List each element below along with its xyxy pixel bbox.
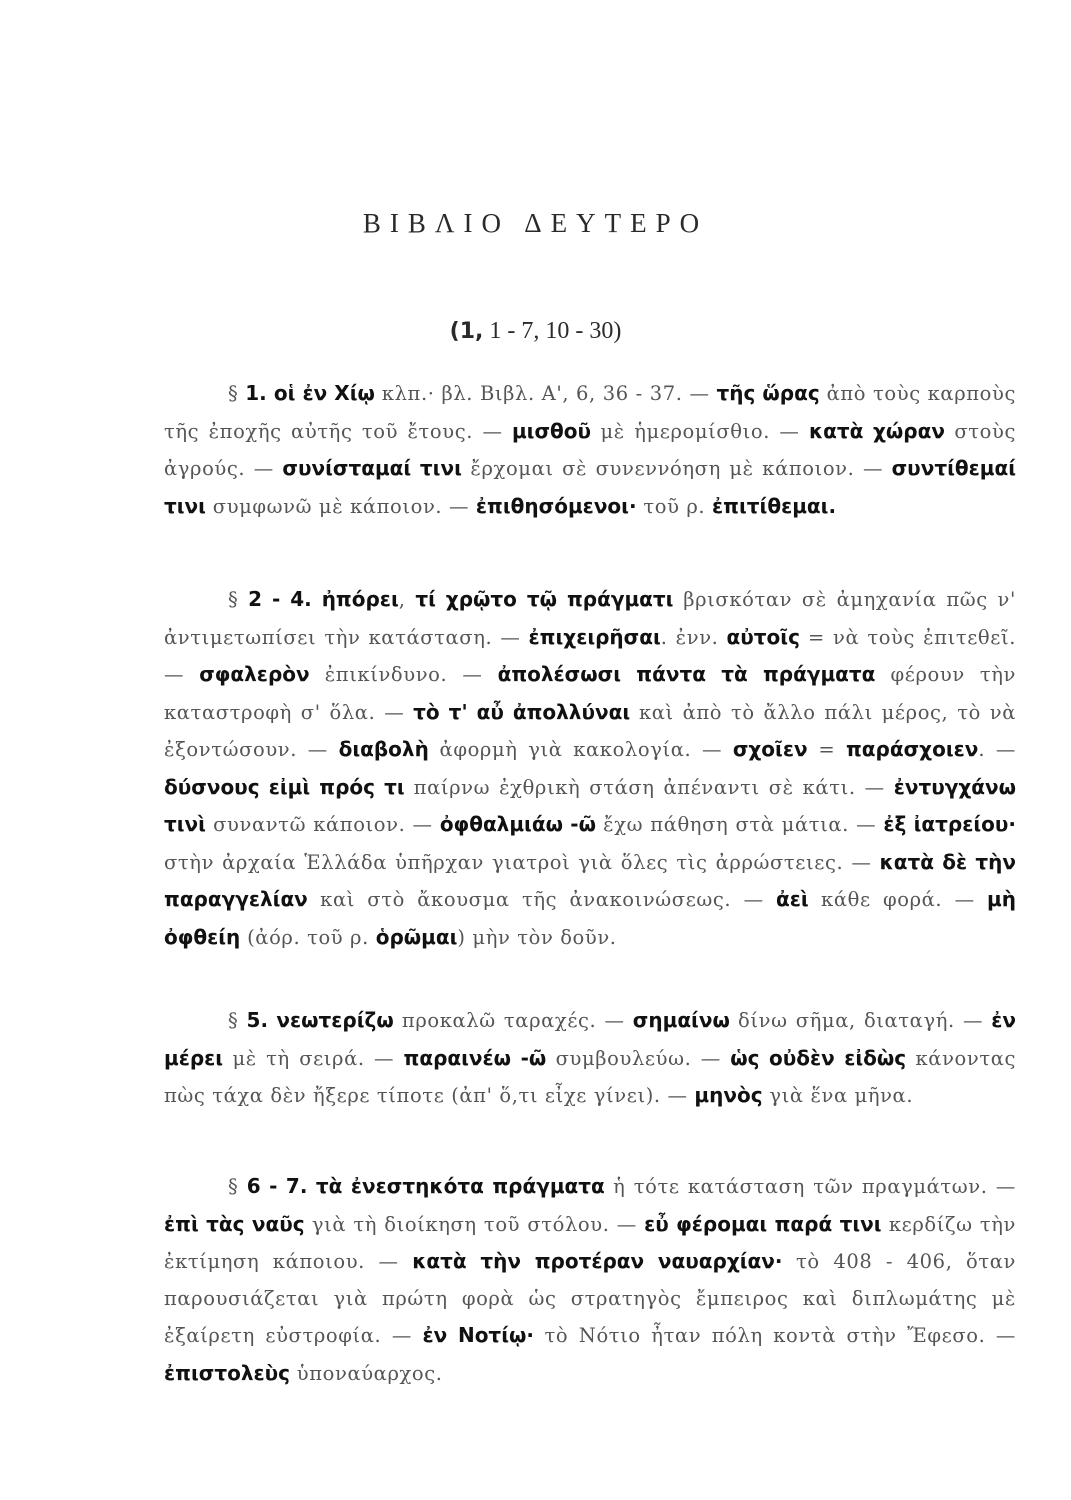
headword: ἐπιτίθεμαι.: [712, 493, 837, 518]
headword: δύσνους εἰμὶ πρός τι: [164, 774, 405, 799]
gloss-text: . ἐνν.: [660, 625, 727, 649]
headword: ἐπιστολεὺς: [164, 1360, 290, 1385]
headword: διαβολὴ: [338, 737, 429, 761]
headword: ὀφθαλμιάω -ῶ: [439, 812, 596, 836]
headword: συνίσταμαί τινι: [282, 456, 462, 480]
gloss-text: ὑποναύαρχος.: [289, 1361, 443, 1385]
gloss-text: ,: [398, 588, 416, 611]
commentary-paragraph-3: [164, 1002, 1016, 1115]
gloss-text: μὲ ἡμερομίσθιο. —: [591, 419, 809, 443]
gloss-text: γιὰ τὴ διοίκηση τοῦ στόλου. —: [304, 1212, 645, 1236]
gloss-text: §: [228, 1009, 247, 1032]
headword: 6 - 7. τὰ ἐνεστηκότα πράγματα: [246, 1174, 605, 1198]
gloss-text: δίνω σῆμα, διαταγή. —: [729, 1009, 992, 1032]
gloss-text: τοῦ ρ.: [636, 494, 713, 518]
headword: μηνὸς: [694, 1083, 763, 1107]
gloss-text: = νὰ τοὺς ἐπιτεθεῖ. —: [164, 625, 1017, 686]
gloss-text: ἔρχομαι σὲ συνεννόηση μὲ κάποιον. —: [461, 457, 892, 480]
headword: κατὰ χώραν: [808, 418, 945, 443]
gloss-text: συναντῶ κάποιον. —: [205, 813, 440, 836]
gloss-text: συμφωνῶ μὲ κάποιον. —: [205, 494, 476, 518]
gloss-text: συμβουλεύω. —: [546, 1046, 731, 1070]
headword: ἐπιχειρῆσαι: [528, 624, 661, 649]
gloss-text: κάνοντας πὼς τάχα δὲν ἤξερε τίποτε (ἀπ' ὅ,τι εἶχε γίνει). —: [164, 1046, 1017, 1107]
gloss-text: ἀπὸ τοὺς καρποὺς τῆς ἐποχῆς αὐτῆς τοῦ ἔτους. —: [164, 382, 1016, 443]
gloss-text: =: [807, 738, 846, 761]
headword: σφαλερὸν: [199, 662, 310, 686]
headword: ἀπολέσωσι πάντα τὰ πράγματα: [497, 662, 876, 686]
gloss-text: §: [228, 1175, 247, 1198]
headword: ἐπιθησόμενοι·: [475, 493, 637, 518]
headword: τί χρῷτο τῷ πράγματι: [415, 587, 674, 611]
gloss-text: ἡ τότε κατάσταση τῶν πραγμάτων. —: [604, 1175, 1016, 1198]
headword: κατὰ τὴν προτέραν ναυαρχίαν·: [412, 1249, 783, 1273]
gloss-text: καὶ ἀπὸ τὸ ἄλλο πάλι μέρος, τὸ νὰ ἐξοντώσουν. —: [164, 700, 1016, 761]
gloss-text: τὸ 408 - 406, ὅταν παρουσιάζεται γιὰ πρώτη φορὰ ὡς στρατηγὸς ἔμπειρος καὶ διπλωμάτης μὲ ἐξαίρετη εὐστροφία. —: [164, 1250, 1017, 1347]
gloss-text: καὶ στὸ ἄκουσμα τῆς ἀνακοινώσεως. —: [307, 888, 777, 911]
commentary-paragraph-1: [164, 375, 1016, 525]
headword: σημαίνω: [632, 1008, 730, 1032]
gloss-text: προκαλῶ ταραχές. —: [393, 1009, 633, 1032]
gloss-text: ἔχω πάθηση στὰ μάτια. —: [595, 813, 884, 836]
headword: ὁρῶμαι: [375, 924, 458, 949]
gloss-text: . —: [978, 738, 1016, 761]
headword: αὐτοῖς: [726, 624, 800, 649]
gloss-text: στὴν ἀρχαία Ἑλλάδα ὑπῆρχαν γιατροὶ γιὰ ὅλες τὶς ἀρρώστειες. —: [164, 850, 880, 874]
gloss-text: (ἀόρ. τοῦ ρ.: [240, 925, 376, 949]
commentary-paragraph-4: [164, 1168, 1016, 1392]
headword: παραινέω -ῶ: [403, 1045, 547, 1070]
book-title: ΒΙΒΛΙΟ ΔΕΥΤΕΡΟ: [362, 208, 709, 238]
headword: 1. οἱ ἐν Χίῳ: [245, 381, 375, 405]
headword: ἐξ ἰατρείου·: [883, 812, 1017, 836]
chapter-number: (1,: [449, 319, 484, 344]
gloss-text: §: [228, 382, 246, 405]
headword: 2 - 4. ἠπόρει: [248, 587, 399, 611]
headword: μισθοῦ: [511, 418, 592, 443]
gloss-text: §: [228, 588, 249, 611]
gloss-text: ἐπικίνδυνο. —: [309, 663, 498, 686]
gloss-text: ἀφορμὴ γιὰ κακολογία. —: [428, 738, 733, 761]
chapter-range: 1 - 7, 10 - 30): [483, 318, 622, 344]
gloss-text: κλπ.· βλ. Βιβλ. Α', 6, 36 - 37. —: [374, 382, 717, 405]
headword: μὴ ὀφθείη: [164, 887, 1016, 949]
headword: ὡς οὐδὲν εἰδὼς: [730, 1045, 907, 1070]
headword: κατὰ δὲ τὴν παραγγελίαν: [164, 849, 1016, 911]
gloss-text: παίρνω ἐχθρικὴ στάση ἀπέναντι σὲ κάτι. —: [404, 775, 894, 799]
headword: σχοῖεν: [732, 737, 808, 761]
gloss-text: τὸ Νότιο ἦταν πόλη κοντὰ στὴν Ἔφεσο. —: [533, 1324, 1017, 1347]
headword: συντίθεμαί τινι: [164, 456, 1016, 518]
headword: τὸ τ' αὖ ἀπολλύναι: [413, 699, 631, 724]
gloss-text: μὲ τὴ σειρά. —: [223, 1046, 404, 1070]
headword: ἐντυγχάνω τινὶ: [164, 774, 1016, 836]
commentary-paragraph-2: [164, 581, 1016, 956]
headword: 5. νεωτερίζω: [246, 1008, 394, 1032]
headword: ἀεὶ: [776, 887, 809, 911]
chapter-reference: [0, 318, 1071, 345]
gloss-text: φέρουν τὴν καταστροφὴ σ' ὅλα. —: [164, 663, 1016, 724]
gloss-text: κάθε φορά. —: [808, 888, 988, 911]
gloss-text: ) μὴν τὸν δοῦν.: [457, 925, 617, 949]
gloss-text: γιὰ ἕνα μῆνα.: [762, 1084, 914, 1107]
headword: ἐν Νοτίῳ·: [422, 1323, 534, 1347]
gloss-text: κερδίζω τὴν ἐκτίμηση κάποιου. —: [164, 1212, 1017, 1273]
headword: τῆς ὥρας: [716, 381, 820, 405]
headword: εὖ φέρομαι παρά τινι: [644, 1211, 882, 1236]
headword: παράσχοιεν: [845, 737, 979, 761]
headword: ἐπὶ τὰς ναῦς: [164, 1211, 305, 1236]
gloss-text: βρισκόταν σὲ ἀμηχανία πῶς ν' ἀντιμετωπίσει τὴν κατάσταση. —: [164, 588, 1016, 649]
gloss-text: στοὺς ἀγρούς. —: [164, 419, 1016, 480]
headword: ἐν μέρει: [164, 1008, 1016, 1070]
